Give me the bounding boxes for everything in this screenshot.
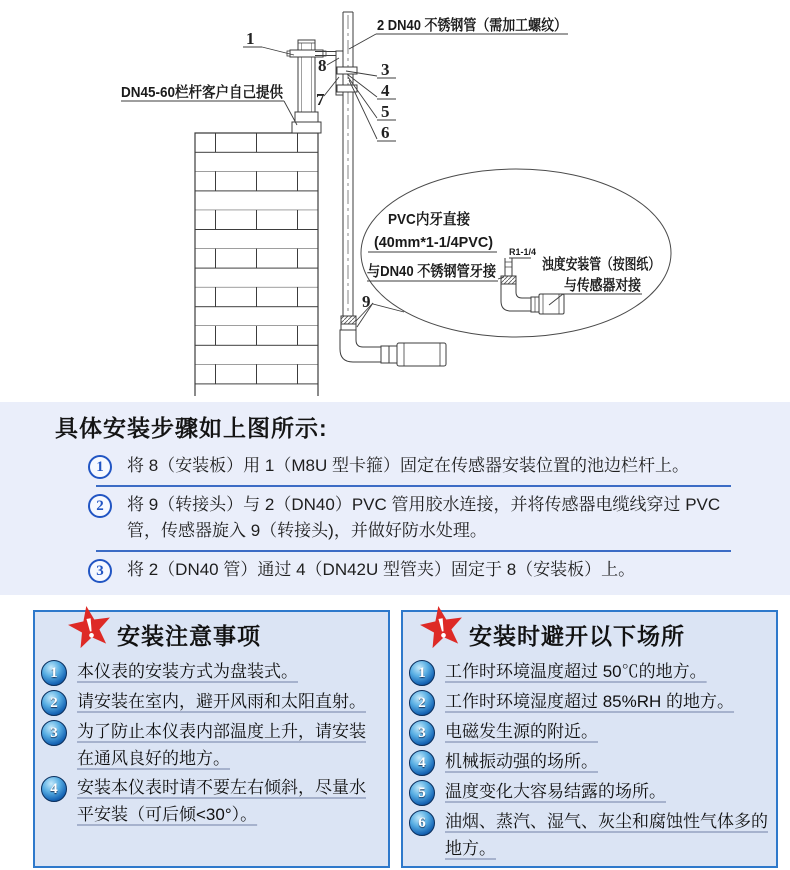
callout-7: 7 — [316, 90, 325, 109]
step-row-1 — [88, 448, 736, 485]
callout-9: 9 — [362, 292, 371, 311]
pvc-adapter-label-line1: PVC内牙直接 — [388, 211, 479, 228]
notice-item-2 — [41, 688, 382, 716]
item-text: 温度变化大容易结露的场所。 — [445, 782, 666, 801]
callout-5: 5 — [381, 102, 390, 121]
step-text: 将 2（DN40 管）通过 4（DN42U 型管夹）固定于 8（安装板）上。 — [127, 560, 636, 579]
avoid-box-header — [403, 612, 776, 652]
notice-box-header — [35, 612, 388, 652]
turbidity-pipe-label-line1: 浊度安装管（按图纸） — [542, 256, 693, 273]
pipe-bottom-assembly — [340, 316, 446, 366]
svg-text:!: ! — [82, 611, 98, 645]
turbidity-pipe-label-line2: 与传感器对接 — [564, 277, 655, 294]
item-number-badge: 1 — [41, 660, 67, 686]
step-text: 将 8（安装板）用 1（M8U 型卡箍）固定在传感器安装位置的池边栏杆上。 — [127, 456, 689, 475]
notice-item-4 — [41, 774, 382, 828]
notice-items — [35, 652, 388, 828]
notice-item-3 — [41, 718, 382, 772]
item-text: 工作时环境湿度超过 85%RH 的地方。 — [445, 692, 735, 711]
step-text: 将 9（转接头）与 2（DN40）PVC 管用胶水连接，并将传感器电缆线穿过 PVC 管，传感器旋入 9（转接头)，并做好防水处理。 — [127, 495, 721, 540]
notice-box-title: 安装注意事项 — [117, 623, 261, 649]
pipe-label: 2 DN40 不锈钢管（需加工螺纹） — [377, 17, 598, 34]
installation-avoid-box — [401, 610, 778, 868]
callout-8: 8 — [318, 56, 327, 75]
avoid-box-title: 安装时避开以下场所 — [469, 623, 685, 649]
dn40-pipe — [343, 12, 353, 316]
brick-wall — [195, 133, 318, 396]
item-number-badge: 6 — [409, 810, 435, 836]
callout-4: 4 — [381, 81, 390, 100]
item-text: 安装本仪表时请不要左右倾斜，尽量水平安装（可后倾<30°）。 — [77, 778, 366, 824]
item-text: 机械振动强的场所。 — [445, 752, 598, 771]
step-number-badge: 1 — [88, 455, 112, 479]
item-text: 工作时环境温度超过 50℃的地方。 — [445, 662, 707, 681]
item-number-badge: 3 — [409, 720, 435, 746]
avoid-item-4 — [409, 748, 770, 776]
avoid-item-2 — [409, 688, 770, 716]
item-number-badge: 4 — [41, 776, 67, 802]
avoid-item-5 — [409, 778, 770, 806]
pvc-adapter-label-line2: (40mm*1-1/4PVC) — [374, 234, 494, 251]
notice-item-1 — [41, 658, 382, 686]
item-number-badge: 4 — [409, 750, 435, 776]
item-text: 请安装在室内，避开风雨和太阳直射。 — [77, 692, 366, 711]
warning-star-icon — [67, 603, 113, 651]
item-number-badge: 3 — [41, 720, 67, 746]
avoid-item-6 — [409, 808, 770, 862]
callout-1: 1 — [246, 29, 255, 48]
step-number-badge: 3 — [88, 559, 112, 583]
avoid-items — [403, 652, 776, 862]
step-number-badge: 2 — [88, 494, 112, 518]
item-number-badge: 5 — [409, 780, 435, 806]
steps-title: 具体安装步骤如上图所示: — [55, 415, 328, 441]
step-row-3 — [88, 552, 736, 589]
thread-size-label: R1-1/4 — [509, 247, 537, 257]
steps-list — [88, 448, 736, 589]
installation-steps-section — [0, 402, 790, 595]
warning-star-icon — [419, 603, 465, 651]
avoid-item-3 — [409, 718, 770, 746]
avoid-item-1 — [409, 658, 770, 686]
item-text: 为了防止本仪表内部温度上升，请安装在通风良好的地方。 — [77, 722, 366, 768]
rail-label: DN45-60栏杆客户自己提供 — [121, 84, 302, 101]
step-row-2 — [88, 487, 736, 550]
callout-3: 3 — [381, 60, 390, 79]
callout-6: 6 — [381, 123, 390, 142]
item-number-badge: 2 — [41, 690, 67, 716]
installation-notice-box — [33, 610, 390, 868]
pvc-adapter-label-line3: 与DN40 不锈钢管牙接 — [367, 263, 515, 280]
item-text: 本仪表的安装方式为盘装式。 — [77, 662, 298, 681]
item-number-badge: 2 — [409, 690, 435, 716]
item-text: 油烟、蒸汽、湿气、灰尘和腐蚀性气体多的地方。 — [445, 812, 768, 858]
item-number-badge: 1 — [409, 660, 435, 686]
item-text: 电磁发生源的附近。 — [445, 722, 598, 741]
installation-diagram — [0, 0, 790, 400]
svg-text:!: ! — [434, 611, 450, 645]
